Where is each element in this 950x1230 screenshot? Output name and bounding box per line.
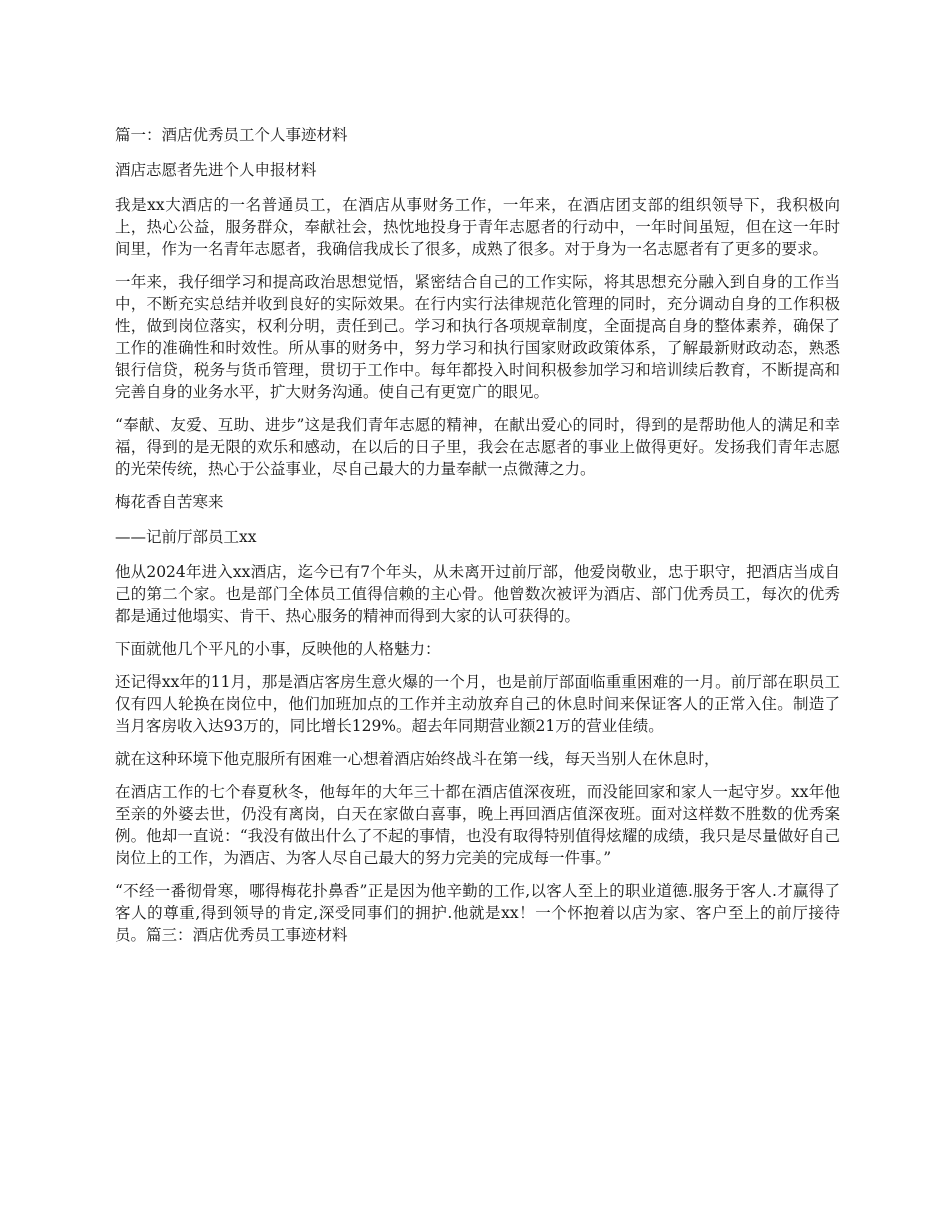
paragraph: 就在这种环境下他克服所有困难一心想着酒店始终战斗在第一线，每天当别人在休息时， [115,750,720,768]
paragraph: 一年来，我仔细学习和提高政治思想觉悟，紧密结合自己的工作实际，将其思想充分融入到自身的工作当中，不断充实总结并收到良好的实际效果。在行内实行法律规范化管理的同时，充分调动自身的工作积极性，做到岗位落实，权利分明，责任到己。学习和执行各项规章制度，全面提高自身的整体素养，确保了工作的准确性和时效性。所从事的财务中，努力学习和执行国家财政政策体系，了解最新财政动态，熟悉银行信贷，税务与货币管理，贯切于工作中。每年都投入时间积极参加学习和培训续后教育，不断提高和完善自身的业务水平，扩大财务沟通。使自己有更宽广的眼见。 [115,273,840,401]
paragraph: 他从2024年进入xx酒店，迄今已有7个年头，从未离开过前厅部，他爱岗敬业，忠于职守，把酒店当成自己的第二个家。也是部门全体员工值得信赖的主心骨。他曾数次被评为酒店、部门优秀员工，每次的优秀都是通过他塌实、肯干、热心服务的精神而得到大家的认可获得的。 [115,563,840,625]
document-title: 酒店志愿者先进个人申报材料 [115,161,317,179]
paragraph: 下面就他几个平凡的小事，反映他的人格魅力： [115,640,441,658]
paragraph: 还记得xx年的11月，那是酒店客房生意火爆的一个月，也是前厅部面临重重困难的一月。前厅部在职员工仅有四人轮换在岗位中，他们加班加点的工作并主动放弃自己的休息时间来保证客人的正常入住。制造了当月客房收入达93万的，同比增长129%。超去年同期营业额21万的营业佳绩。 [115,673,840,735]
paragraph: “奉献、友爱、互助、进步”这是我们青年志愿的精神，在献出爱心的同时，得到的是帮助他人的满足和幸福，得到的是无限的欢乐和感动，在以后的日子里，我会在志愿者的事业上做得更好。发扬我们青年志愿的光荣传统，热心于公益事业，尽自己最大的力量奉献一点微薄之力。 [115,416,840,478]
byline: ——记前厅部员工xx [115,528,257,546]
section-title: 篇一：酒店优秀员工个人事迹材料 [115,126,348,144]
paragraph: 在酒店工作的七个春夏秋冬，他每年的大年三十都在酒店值深夜班，而没能回家和家人一起守岁。xx年他至亲的外婆去世，仍没有离岗，白天在家做白喜事，晚上再回酒店值深夜班。面对这样数不胜数的优秀案例。他却一直说：“我没有做出什么了不起的事情，也没有取得特别值得炫耀的成绩，我只是尽量做好自己岗位上的工作，为酒店、为客人尽自己最大的努力完美的完成每一件事。” [115,783,840,867]
subtitle: 梅花香自苦寒来 [115,493,224,511]
paragraph: “不经一番彻骨寒，哪得梅花扑鼻香”正是因为他辛勤的工作,以客人至上的职业道德.服务于客人.才赢得了客人的尊重,得到领导的肯定,深受同事们的拥护.他就是xx！一个怀抱着以店为家、客户至上的前厅接待员。篇三：酒店优秀员工事迹材料 [115,882,840,944]
document-body [115,124,840,957]
paragraph: 我是xx大酒店的一名普通员工，在酒店从事财务工作，一年来，在酒店团支部的组织领导下，我积极向上，热心公益，服务群众，奉献社会，热忱地投身于青年志愿者的行动中，一年时间虽短，但在这一年时间里，作为一名青年志愿者，我确信我成长了很多，成熟了很多。对于身为一名志愿者有了更多的要求。 [115,196,840,258]
